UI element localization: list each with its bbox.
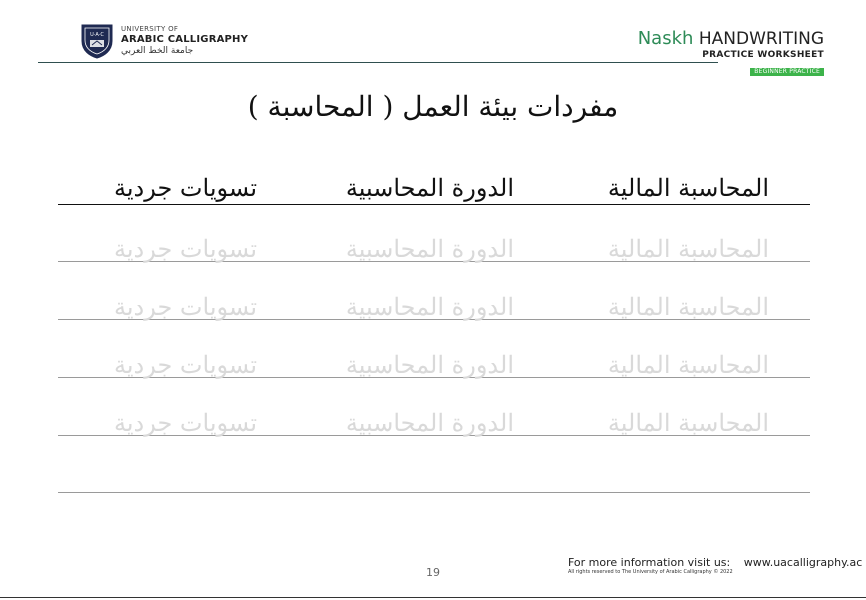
trace-word: تسويات جردية	[113, 351, 257, 379]
header-divider	[38, 62, 718, 63]
trace-word: المحاسبة المالية	[607, 409, 769, 437]
worksheet-brand	[638, 30, 824, 76]
practice-line	[58, 492, 810, 493]
model-word-1: المحاسبة المالية	[607, 174, 769, 202]
model-word-2: الدورة المحاسبية	[345, 174, 514, 202]
university-small-text: UNIVERSITY OF	[121, 25, 179, 33]
copyright-text: All rights reserved to The University of Arabic Calligraphy © 2022	[568, 569, 733, 575]
trace-word: الدورة المحاسبية	[345, 293, 514, 321]
level-badge: BEGINNER PRACTICE	[750, 68, 824, 76]
brand-handwriting: HANDWRITING	[698, 29, 824, 49]
footer-info-label: For more information visit us:	[568, 556, 731, 569]
university-logo	[80, 23, 114, 59]
worksheet-title: مفردات بيئة العمل ( المحاسبة )	[247, 90, 619, 123]
brand-worksheet: PRACTICE WORKSHEET	[702, 50, 824, 60]
university-name: ARABIC CALLIGRAPHY	[121, 34, 249, 45]
model-word-3: تسويات جردية	[113, 174, 257, 202]
trace-word: المحاسبة المالية	[607, 351, 769, 379]
trace-word: الدورة المحاسبية	[345, 235, 514, 263]
trace-word: الدورة المحاسبية	[345, 351, 514, 379]
page-number: 19	[426, 566, 440, 579]
trace-word: المحاسبة المالية	[607, 293, 769, 321]
trace-word: المحاسبة المالية	[607, 235, 769, 263]
trace-word: تسويات جردية	[113, 235, 257, 263]
university-name-block	[121, 26, 248, 56]
model-baseline	[58, 204, 810, 205]
logo-text: U·A·C	[90, 32, 104, 38]
trace-word: الدورة المحاسبية	[345, 409, 514, 437]
trace-word: تسويات جردية	[113, 293, 257, 321]
university-arabic-name: جامعة الخط العربي	[121, 46, 194, 56]
footer-url-link[interactable]: www.uacalligraphy.ac	[743, 556, 863, 569]
brand-naskh: Naskh	[637, 28, 694, 49]
footer-divider	[0, 597, 866, 598]
brand-title	[638, 30, 824, 48]
trace-word: تسويات جردية	[113, 409, 257, 437]
